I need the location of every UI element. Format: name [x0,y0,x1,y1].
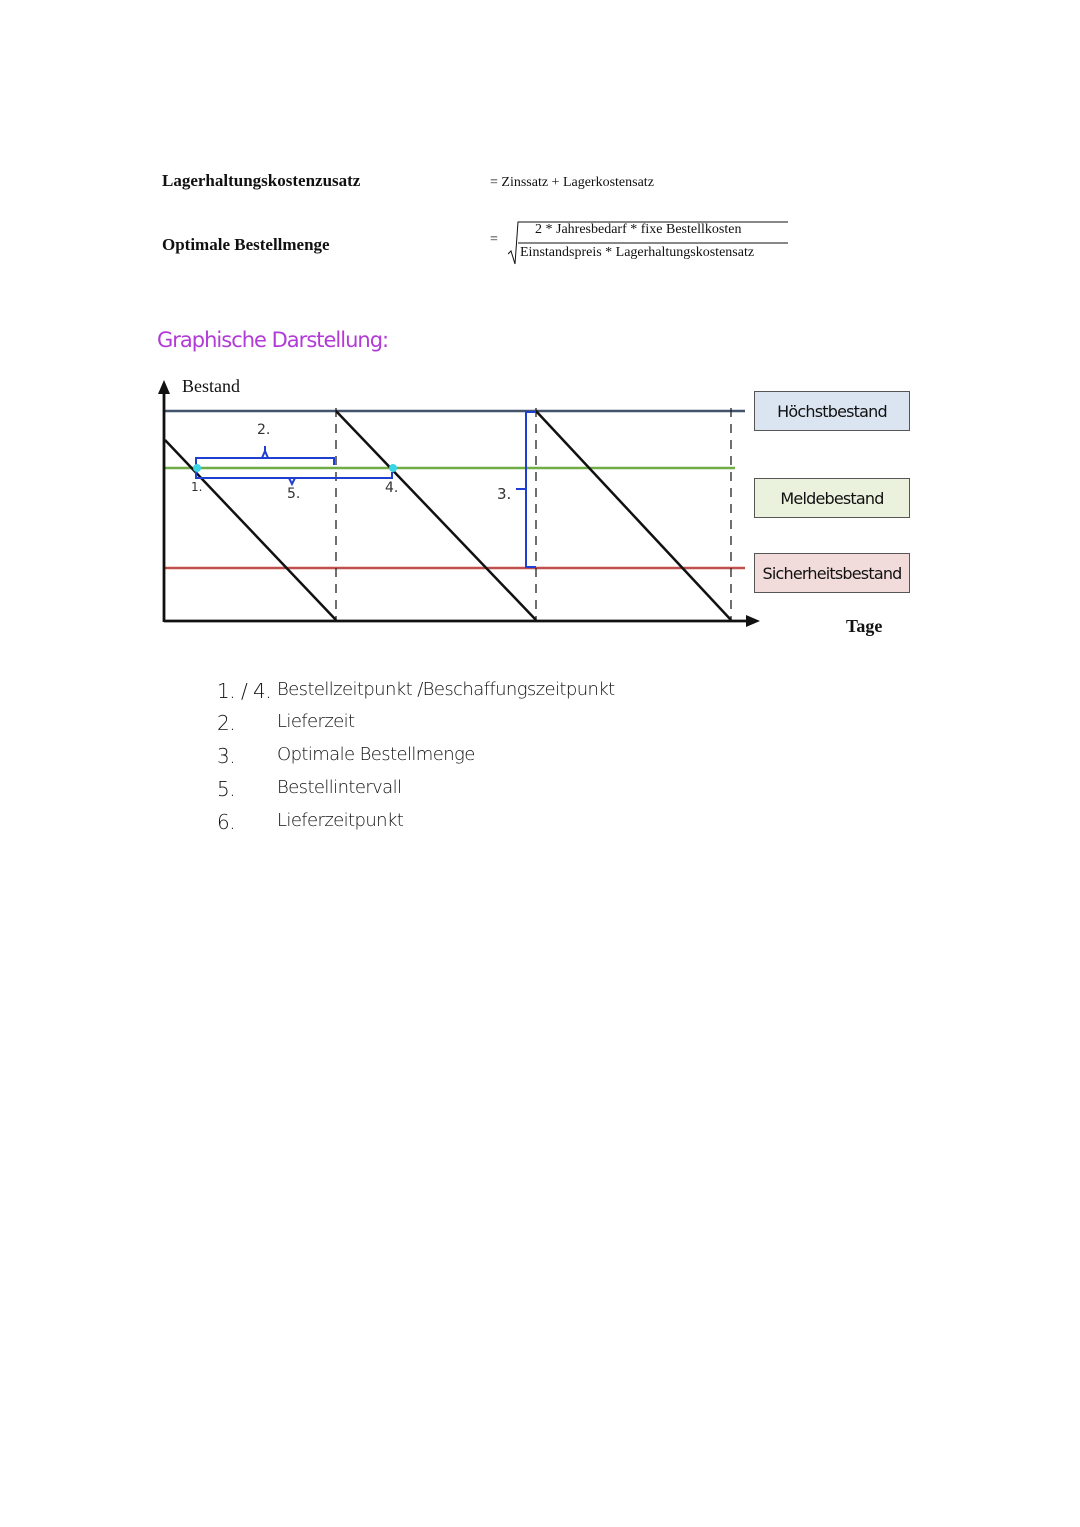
consumption-line-3 [536,411,731,620]
term-lagerhaltungskostenzusatz: Lagerhaltungskostenzusatz [162,171,361,190]
list-number: 1. / 4. [217,679,272,703]
y-axis-label: Bestand [182,376,240,396]
marker-2: 2. [257,422,271,438]
consumption-line-2 [336,411,536,620]
list-number: 3. [217,744,236,768]
formula-numerator: 2 * Jahresbedarf * fixe Bestellkosten [535,222,742,237]
legend-label-sicherheitsbestand: Sicherheitsbestand [762,563,902,583]
bestellmenge-bracket [516,412,536,567]
order-point-1 [193,464,201,472]
formula-denominator: Einstandspreis * Lagerhaltungskostensatz [520,245,755,260]
list-text: Bestellintervall [277,777,402,798]
formula-sqrt-fraction [508,220,798,266]
legend-label-meldebestand: Meldebestand [780,488,884,508]
x-axis-label: Tage [846,616,883,636]
term-optimale-bestellmenge: Optimale Bestellmenge [162,235,330,254]
list-number: 6. [217,810,236,834]
list-number: 5. [217,777,236,801]
section-title: Graphische Darstellung: [157,328,389,352]
formula-equals-sign: = [490,232,498,247]
legend-hoechstbestand [754,391,910,431]
legend-meldebestand [754,478,910,518]
legend-label-hoechstbestand: Höchstbestand [777,401,887,421]
list-text: Bestellzeitpunkt /Beschaffungszeitpunkt [277,679,615,700]
lieferzeit-bracket [196,446,334,465]
marker-5: 5. [287,486,301,502]
marker-3: 3. [497,485,512,503]
list-text: Lieferzeit [277,711,355,732]
legend-sicherheitsbestand [754,553,910,593]
formula-lagerhaltungskostenzusatz: = Zinssatz + Lagerkostensatz [490,175,654,190]
bestellintervall-bracket [196,472,392,484]
x-axis-arrow-icon [746,615,760,627]
list-text: Optimale Bestellmenge [277,744,475,765]
order-point-4 [389,464,397,472]
marker-4: 4. [385,480,399,496]
list-number: 2. [217,711,236,735]
y-axis-arrow-icon [158,380,170,394]
marker-1: 1. [191,480,203,494]
list-text: Lieferzeitpunkt [277,810,404,831]
